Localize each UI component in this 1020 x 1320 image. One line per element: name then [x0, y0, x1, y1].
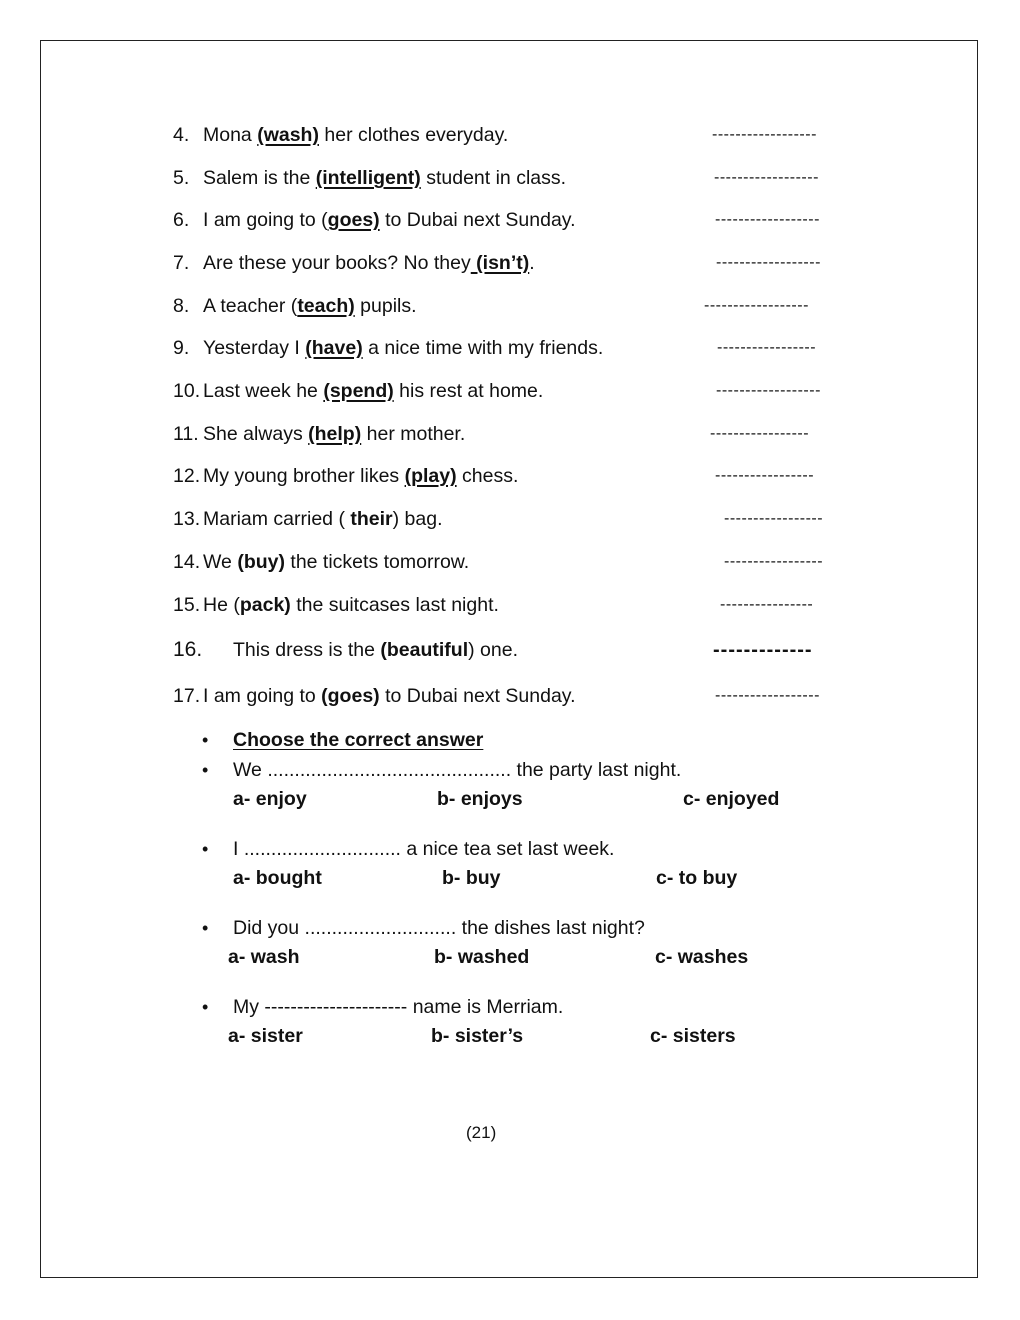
answer-blank-13[interactable]: ----------------- — [724, 510, 824, 527]
item-keyword: their — [350, 508, 393, 530]
item-keyword: (help) — [308, 423, 362, 445]
bullet-icon: • — [202, 839, 209, 859]
exercise-item-15 — [173, 593, 499, 617]
question-4-option-b[interactable]: b- sister’s — [431, 1025, 524, 1047]
section-title: Choose the correct answer — [233, 729, 484, 751]
item-text: Are these your books? No they — [203, 252, 471, 274]
item-keyword: (beautiful — [380, 639, 469, 661]
item-text: her clothes everyday. — [318, 124, 509, 146]
item-text: Salem is the — [203, 167, 316, 189]
answer-blank-6[interactable]: ------------------ — [715, 211, 820, 228]
question-3-option-c[interactable]: c- washes — [655, 946, 749, 968]
item-number: 6. — [173, 209, 190, 231]
exercise-item-16 — [173, 638, 518, 662]
answer-blank-14[interactable]: ----------------- — [724, 553, 824, 570]
exercise-item-11 — [173, 422, 465, 446]
exercise-item-6 — [173, 208, 576, 232]
question-2-text: I ............................. a nice tea set last week. — [233, 838, 615, 860]
item-text: . — [529, 252, 535, 274]
item-text: I am going to — [203, 685, 322, 707]
answer-blank-15[interactable]: ---------------- — [720, 596, 814, 613]
answer-blank-4[interactable]: ------------------ — [712, 126, 817, 143]
exercise-item-9 — [173, 336, 603, 360]
page-number: (21) — [466, 1123, 497, 1142]
item-text: Yesterday I — [203, 337, 306, 359]
item-text: to Dubai next Sunday. — [379, 209, 576, 231]
item-keyword: (wash) — [257, 124, 319, 146]
question-4-option-c[interactable]: c- sisters — [650, 1025, 736, 1047]
exercise-item-12 — [173, 464, 518, 488]
item-number: 5. — [173, 167, 190, 189]
answer-blank-17[interactable]: ------------------ — [715, 687, 820, 704]
question-4-option-a[interactable]: a- sister — [228, 1025, 303, 1047]
item-keyword: (intelligent) — [315, 167, 421, 189]
item-text: Mona — [203, 124, 258, 146]
item-keyword: teach) — [297, 295, 355, 317]
exercise-item-7 — [173, 251, 535, 275]
exercise-item-13 — [173, 507, 443, 531]
item-text: A teacher ( — [203, 295, 298, 317]
question-3-option-b[interactable]: b- washed — [434, 946, 530, 968]
item-text: a nice time with my friends. — [362, 337, 604, 359]
item-keyword: (spend) — [323, 380, 394, 402]
item-keyword: (have) — [305, 337, 363, 359]
item-text: her mother. — [361, 423, 466, 445]
item-text: chess. — [456, 465, 519, 487]
answer-blank-5[interactable]: ------------------ — [714, 169, 819, 186]
bullet-icon: • — [202, 918, 209, 938]
item-text: This dress is the — [233, 639, 381, 661]
item-number: 14. — [173, 551, 201, 573]
item-keyword: pack) — [239, 594, 291, 616]
item-number: 10. — [173, 380, 201, 402]
item-text: We — [203, 551, 238, 573]
exercise-item-10 — [173, 379, 543, 403]
exercise-item-14 — [173, 550, 469, 574]
answer-blank-12[interactable]: ----------------- — [715, 467, 815, 484]
item-text: ) bag. — [392, 508, 443, 530]
question-2-option-a[interactable]: a- bought — [233, 867, 322, 889]
bullet-icon: • — [202, 760, 209, 780]
item-text: the tickets tomorrow. — [284, 551, 470, 573]
item-text: the suitcases last night. — [290, 594, 499, 616]
item-number: 8. — [173, 295, 190, 317]
item-number: 12. — [173, 465, 201, 487]
question-4-text: My ---------------------- name is Merriam. — [233, 996, 564, 1018]
question-1-option-b[interactable]: b- enjoys — [437, 788, 523, 810]
question-1-option-a[interactable]: a- enjoy — [233, 788, 307, 810]
item-text: his rest at home. — [393, 380, 544, 402]
exercise-item-8 — [173, 294, 417, 318]
item-text: Last week he — [203, 380, 324, 402]
item-number: 17. — [173, 685, 201, 707]
item-number: 11. — [173, 423, 199, 445]
item-number: 16. — [173, 638, 203, 661]
question-3-option-a[interactable]: a- wash — [228, 946, 300, 968]
answer-blank-11[interactable]: ----------------- — [710, 425, 810, 442]
bullet-icon: • — [202, 730, 209, 750]
item-keyword: goes) — [327, 209, 380, 231]
answer-blank-16[interactable]: ------------- — [713, 639, 813, 661]
item-number: 7. — [173, 252, 190, 274]
exercise-item-4 — [173, 123, 508, 147]
item-keyword: (play) — [404, 465, 457, 487]
item-text: to Dubai next Sunday. — [379, 685, 576, 707]
item-number: 15. — [173, 594, 201, 616]
question-3-text: Did you ............................ the dishes last night? — [233, 917, 645, 939]
item-text: ) one. — [468, 639, 519, 661]
question-1-text: We ............................................. the party last night. — [233, 759, 682, 781]
item-keyword: (goes) — [321, 685, 380, 707]
item-text: pupils. — [354, 295, 417, 317]
exercise-item-5 — [173, 166, 566, 190]
question-2-option-c[interactable]: c- to buy — [656, 867, 738, 889]
exercise-item-17 — [173, 684, 576, 708]
answer-blank-9[interactable]: ----------------- — [717, 339, 817, 356]
bullet-icon: • — [202, 997, 209, 1017]
answer-blank-8[interactable]: ------------------ — [704, 297, 809, 314]
item-text: Mariam carried ( — [203, 508, 351, 530]
item-keyword: (isn’t) — [470, 252, 530, 274]
item-text: student in class. — [420, 167, 567, 189]
item-text: My young brother likes — [203, 465, 405, 487]
question-1-option-c[interactable]: c- enjoyed — [683, 788, 780, 810]
question-2-option-b[interactable]: b- buy — [442, 867, 501, 889]
answer-blank-10[interactable]: ------------------ — [716, 382, 821, 399]
item-keyword: (buy) — [237, 551, 285, 573]
item-number: 13. — [173, 508, 201, 530]
item-number: 4. — [173, 124, 190, 146]
answer-blank-7[interactable]: ------------------ — [716, 254, 821, 271]
item-number: 9. — [173, 337, 190, 359]
item-text: He ( — [203, 594, 240, 616]
item-text: I am going to ( — [203, 209, 328, 231]
item-text: She always — [203, 423, 309, 445]
